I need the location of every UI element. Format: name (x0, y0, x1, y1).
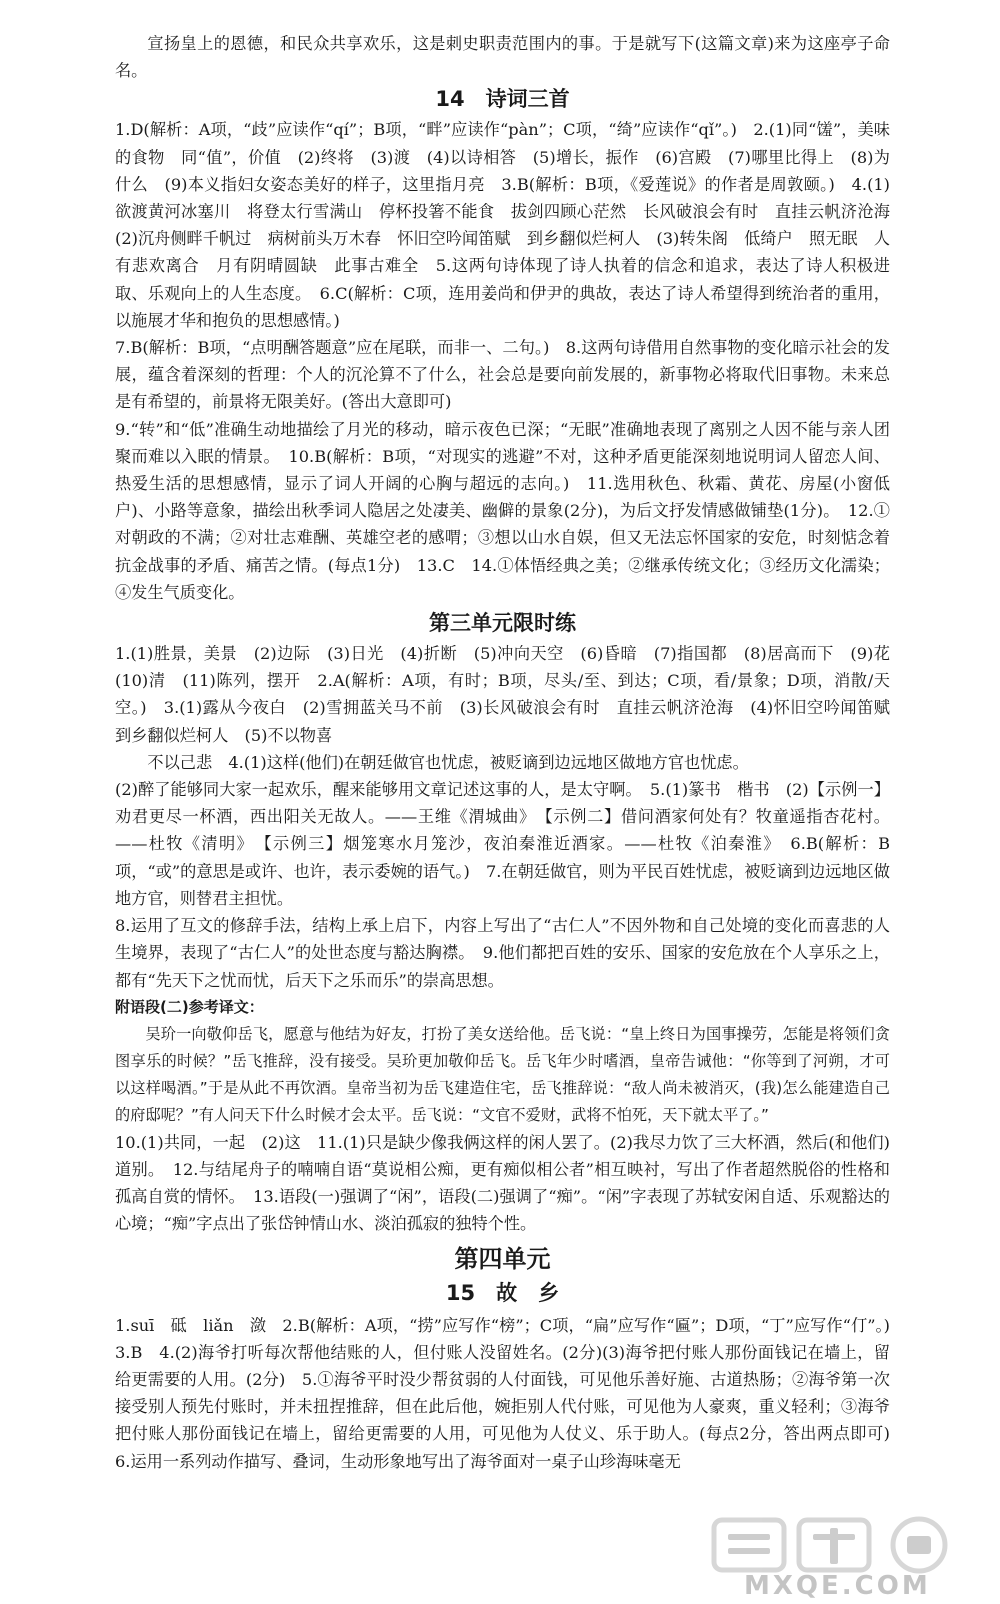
unit3-paragraph-4: 8.运用了互文的修辞手法，结构上承上启下，内容上写出了“古仁人”不因外物和自己处境的变化而喜悲的人生境界，表现了“古仁人”的处世态度与豁达胸襟。 9.他们都把百姓的安乐、国家的安危放在个人享乐之上，都有“先天下之忧而忧，后天下之乐而乐”的崇高思想。 (115, 916, 890, 990)
appendix-label: 附语段(二)参考译文： (115, 997, 264, 1016)
watermark-icon (704, 1514, 994, 1600)
lesson15-title: 15 故 乡 (445, 1280, 560, 1305)
unit4-title: 第四单元 (454, 1244, 551, 1273)
intro-paragraph: 宣扬皇上的恩德，和民众共享欢乐，这是刺史职责范围内的事。于是就写下(这篇文章)来为这座亭子命名。 (115, 34, 890, 81)
unit3-paragraph-3: (2)醉了能够同大家一起欢乐，醒来能够用文章记述这事的人，是太守啊。 5.(1)篆书 楷书 (2)【示例一】劝君更尽一杯酒，西出阳关无故人。——王维《渭城曲》 【示例二】借问酒家何处有？牧童遥指杏花村。——杜牧《清明》 【示例三】烟笼寒水月笼沙，夜泊秦淮近酒家。——杜牧《泊秦淮》 6.B(解析：B项，“或”的意思是或许、也许，表示委婉的语气。) 7.在朝廷做官，则为平民百姓忧虑，被贬谪到边远地区做地方官，则替君主担忧。 (115, 780, 890, 908)
unit3-paragraph-2: 不以己悲 4.(1)这样(他们)在朝廷做官也忧虑，被贬谪到边远地区做地方官也忧虑。 (147, 752, 749, 772)
section14-paragraph-2: 7.B(解析：B项，“点明酬答题意”应在尾联，而非一、二句。) 8.这两句诗借用自然事物的变化暗示社会的发展，蕴含着深刻的哲理：个人的沉沦算不了什么，社会总是要向前发展的，新事物必将取代旧事物。未来总是有希望的，前景将无限美好。(答出大意即可) (115, 338, 890, 412)
unit4-paragraph-1: 1.suī 砥 liǎn 潋 2.B(解析：A项，“捞”应写作“榜”；C项，“扁”应写作“匾”；D项，“丁”应写作“仃”。) 3.B 4.(2)海爷打听每次帮他结账的人，但付账人没留姓名。(2分)(3)海爷把付账人那份面钱记在墙上，留给更需要的人用。(2分) 5.①海爷平时没少帮贫弱的人付面钱，可见他乐善好施、古道热肠；②海爷第一次接受别人预先付账时，并未扭捏推辞，但在此后他，婉拒别人代付账，可见他为人豪爽，重义轻利；③海爷把付账人那份面钱记在墙上，留给更需要的人用，可见他为人仗义、乐于助人。(每点2分，答出两点即可) 6.运用一系列动作描写、叠词，生动形象地写出了海爷面对一桌子山珍海味毫无 (115, 1315, 907, 1471)
unit3-title: 第三单元限时练 (429, 611, 576, 636)
watermark-text: MXQE.COM (744, 1571, 931, 1600)
unit3-paragraph-5: 10.(1)共同，一起 (2)这 11.(1)只是缺少像我俩这样的闲人罢了。(2)我尽力饮了三大杯酒，然后(和他们)道别。 12.与结尾舟子的喃喃自语“莫说相公痴，更有痴似相公者”相互映衬，写出了作者超然脱俗的性格和孤高自赏的情怀。 13.语段(一)强调了“闲”，语段(二)强调了“痴”。“闲”字表现了苏轼安闲自适、乐观豁达的心境；“痴”字点出了张岱钟情山水、淡泊孤寂的独特个性。 (115, 1132, 890, 1234)
watermark-logo (704, 1514, 994, 1600)
answer-page (115, 30, 907, 1475)
unit3-paragraph-1: 1.(1)胜景，美景 (2)边际 (3)日光 (4)折断 (5)冲向天空 (6)昏暗 (7)指国都 (8)居高而下 (9)花 (10)清 (11)陈列，摆开 2.A(解析：A项，有时；B项，尽头/至、到达；C项，看/景象；D项，消散/天空。) 3.(1)露从今夜白 (2)雪拥蓝关马不前 (3)长风破浪会有时 直挂云帆济沧海 (4)怀旧空吟闻笛赋 到乡翻似烂柯人 (5)不以物喜 (115, 644, 907, 745)
appendix-translation: 吴玠一向敬仰岳飞，愿意与他结为好友，打扮了美女送给他。岳飞说：“皇上终日为国事操劳，怎能是将领们贪图享乐的时候？”岳飞推辞，没有接受。吴玠更加敬仰岳飞。岳飞年少时嗜酒，皇帝告诫他：“你等到了河朔，才可以这样喝酒。”于是从此不再饮酒。皇帝当初为岳飞建造住宅，岳飞推辞说：“敌人尚未被消灭，(我)怎么能建造自己的府邸呢？”有人问天下什么时候才会太平。岳飞说：“文官不爱财，武将不怕死，天下就太平了。” (115, 1024, 890, 1124)
section14-paragraph-1: 1.D(解析：A项，“歧”应读作“qí”；B项，“畔”应读作“pàn”；C项，“绮”应读作“qǐ”。) 2.(1)同“馐”，美味的食物 同“值”，价值 (2)终将 (3)渡 (4)以诗相答 (5)增长，振作 (6)宫殿 (7)哪里比得上 (8)为什么 (9)本义指妇女姿态美好的样子，这里指月亮 3.B(解析：B项，《爱莲说》的作者是周敦颐。) 4.(1)欲渡黄河冰塞川 将登太行雪满山 停杯投箸不能食 拔剑四顾心茫然 长风破浪会有时 直挂云帆济沧海 (2)沉舟侧畔千帆过 病树前头万木春 怀旧空吟闻笛赋 到乡翻似烂柯人 (3)转朱阁 低绮户 照无眠 人有悲欢离合 月有阴晴圆缺 此事古难全 5.这两句诗体现了诗人执着的信念和追求，表达了诗人积极进取、乐观向上的人生态度。 6.C(解析：C项，连用姜尚和伊尹的典故，表达了诗人希望得到统治者的重用，以施展才华和抱负的思想感情。) (115, 120, 907, 330)
section-title-14: 14 诗词三首 (435, 87, 570, 112)
section14-paragraph-3: 9.“转”和“低”准确生动地描绘了月光的移动，暗示夜色已深；“无眠”准确地表现了离别之人因不能与亲人团聚而难以入眠的情景。 10.B(解析：B项，“对现实的逃避”不对，这种矛盾更能深刻地说明词人留恋人间、热爱生活的思想感情，显示了词人开阔的心胸与超远的志向。) 11.选用秋色、秋霜、黄花、房屋(小窗低户)、小路等意象，描绘出秋季词人隐居之处凄美、幽僻的景象(2分)，为后文抒发情感做铺垫(1分)。 12.①对朝政的不满；②对壮志难酬、英雄空老的感喟；③想以山水自娱，但又无法忘怀国家的安危，时刻惦念着抗金战事的矛盾、痛苦之情。(每点1分) 13.C 14.①体悟经典之美；②继承传统文化；③经历文化濡染；④发生气质变化。 (115, 419, 890, 602)
